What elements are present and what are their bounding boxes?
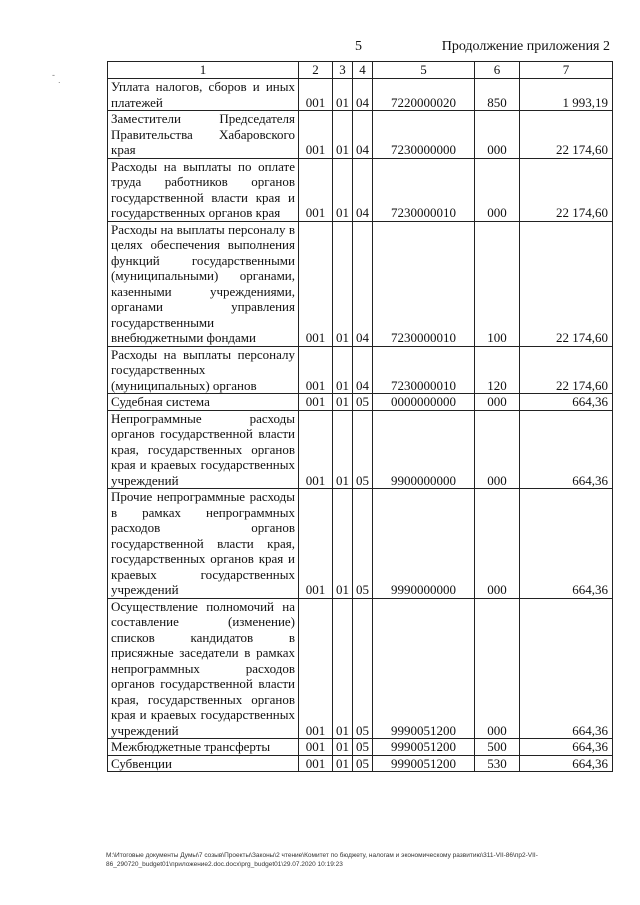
row-name-cell: Прочие непрограммные расходы в рамках непрограммных расходов органов государственной власти края, государственных органов края и краевых государственных учреждений <box>108 489 299 599</box>
row-value-cell: 664,36 <box>520 739 613 756</box>
row-value-cell: 001 <box>299 79 333 111</box>
row-value-cell: 120 <box>475 346 520 394</box>
row-value-cell: 001 <box>299 410 333 489</box>
row-name-cell: Судебная система <box>108 394 299 411</box>
row-value-cell: 664,36 <box>520 394 613 411</box>
row-value-cell: 0000000000 <box>373 394 475 411</box>
table-row <box>108 755 613 772</box>
row-value-cell: 001 <box>299 489 333 599</box>
row-value-cell: 01 <box>333 111 353 159</box>
row-value-cell: 001 <box>299 394 333 411</box>
row-value-cell: 664,36 <box>520 598 613 739</box>
table-row <box>108 489 613 599</box>
row-name-cell: Расходы на выплаты персоналу государственных (муниципальных) органов <box>108 346 299 394</box>
table-row <box>108 739 613 756</box>
row-name-cell: Непрограммные расходы органов государственной власти края, государственных органов края и краевых государственных учреждений <box>108 410 299 489</box>
row-value-cell: 05 <box>353 598 373 739</box>
row-value-cell: 01 <box>333 221 353 346</box>
row-name-cell: Осуществление полномочий на составление (изменение) списков кандидатов в присяжные заседатели в рамках непрограммных расходов органов государственной власти края, государственных органов края и краевых государственных учреждений <box>108 598 299 739</box>
row-value-cell: 01 <box>333 739 353 756</box>
row-value-cell: 664,36 <box>520 755 613 772</box>
row-value-cell: 05 <box>353 739 373 756</box>
row-value-cell: 7230000010 <box>373 221 475 346</box>
row-value-cell: 001 <box>299 739 333 756</box>
row-value-cell: 000 <box>475 598 520 739</box>
row-value-cell: 9990051200 <box>373 739 475 756</box>
row-value-cell: 664,36 <box>520 489 613 599</box>
row-name-cell: Расходы на выплаты по оплате труда работников органов государственной власти края и государственных органов края <box>108 158 299 221</box>
row-value-cell: 04 <box>353 221 373 346</box>
column-header: 6 <box>475 62 520 79</box>
column-header: 2 <box>299 62 333 79</box>
row-value-cell: 001 <box>299 755 333 772</box>
row-value-cell: 000 <box>475 410 520 489</box>
row-value-cell: 22 174,60 <box>520 158 613 221</box>
row-value-cell: 01 <box>333 79 353 111</box>
row-value-cell: 7230000010 <box>373 158 475 221</box>
row-name-cell: Расходы на выплаты персоналу в целях обеспечения выполнения функций государственными (муниципальными) органами, казенными учреждениями, органами управления государственными внебюджетными фондами <box>108 221 299 346</box>
row-name-cell: Межбюджетные трансферты <box>108 739 299 756</box>
row-value-cell: 000 <box>475 158 520 221</box>
column-header: 4 <box>353 62 373 79</box>
table-row <box>108 410 613 489</box>
row-value-cell: 530 <box>475 755 520 772</box>
table-row <box>108 346 613 394</box>
row-value-cell: 01 <box>333 394 353 411</box>
row-value-cell: 04 <box>353 158 373 221</box>
column-header: 7 <box>520 62 613 79</box>
column-header-row <box>108 62 613 79</box>
row-value-cell: 9990051200 <box>373 598 475 739</box>
row-value-cell: 04 <box>353 79 373 111</box>
row-value-cell: 22 174,60 <box>520 111 613 159</box>
budget-table <box>107 61 613 772</box>
row-value-cell: 01 <box>333 410 353 489</box>
row-value-cell: 9990000000 <box>373 489 475 599</box>
scan-mark: - <box>52 70 55 80</box>
row-value-cell: 01 <box>333 489 353 599</box>
row-value-cell: 01 <box>333 158 353 221</box>
column-header: 1 <box>108 62 299 79</box>
row-value-cell: 001 <box>299 158 333 221</box>
page-number: 5 <box>355 39 362 54</box>
row-value-cell: 9900000000 <box>373 410 475 489</box>
row-value-cell: 05 <box>353 489 373 599</box>
row-value-cell: 01 <box>333 346 353 394</box>
row-value-cell: 000 <box>475 394 520 411</box>
row-value-cell: 1 993,19 <box>520 79 613 111</box>
row-value-cell: 7220000020 <box>373 79 475 111</box>
table-row <box>108 111 613 159</box>
document-path-footer: М:\Итоговые документы Думы\7 созыв\Проекты\Законы\2 чтение\Комитет по бюджету, налогам и экономическому развитию\311-VII-86\пр2-VII-86_290720_budget01\приложение2.doc.docx\prg_budget01\29.07.2020 10:19:23 <box>106 852 538 868</box>
row-value-cell: 22 174,60 <box>520 221 613 346</box>
row-value-cell: 7230000000 <box>373 111 475 159</box>
row-value-cell: 100 <box>475 221 520 346</box>
table-row <box>108 394 613 411</box>
row-value-cell: 01 <box>333 598 353 739</box>
row-value-cell: 500 <box>475 739 520 756</box>
row-name-cell: Уплата налогов, сборов и иных платежей <box>108 79 299 111</box>
row-value-cell: 000 <box>475 111 520 159</box>
row-value-cell: 22 174,60 <box>520 346 613 394</box>
table-row <box>108 598 613 739</box>
column-header: 3 <box>333 62 353 79</box>
row-value-cell: 850 <box>475 79 520 111</box>
row-value-cell: 04 <box>353 346 373 394</box>
table-row <box>108 221 613 346</box>
row-value-cell: 664,36 <box>520 410 613 489</box>
row-value-cell: 9990051200 <box>373 755 475 772</box>
row-value-cell: 04 <box>353 111 373 159</box>
row-value-cell: 000 <box>475 489 520 599</box>
row-value-cell: 001 <box>299 598 333 739</box>
row-value-cell: 01 <box>333 755 353 772</box>
continuation-label: Продолжение приложения 2 <box>441 39 610 54</box>
row-value-cell: 05 <box>353 394 373 411</box>
row-value-cell: 05 <box>353 755 373 772</box>
row-name-cell: Субвенции <box>108 755 299 772</box>
table-row <box>108 158 613 221</box>
table-row <box>108 79 613 111</box>
row-name-cell: Заместители Председателя Правительства Хабаровского края <box>108 111 299 159</box>
row-value-cell: 001 <box>299 346 333 394</box>
row-value-cell: 05 <box>353 410 373 489</box>
column-header: 5 <box>373 62 475 79</box>
row-value-cell: 001 <box>299 111 333 159</box>
row-value-cell: 001 <box>299 221 333 346</box>
scan-mark: . <box>58 75 61 85</box>
row-value-cell: 7230000010 <box>373 346 475 394</box>
